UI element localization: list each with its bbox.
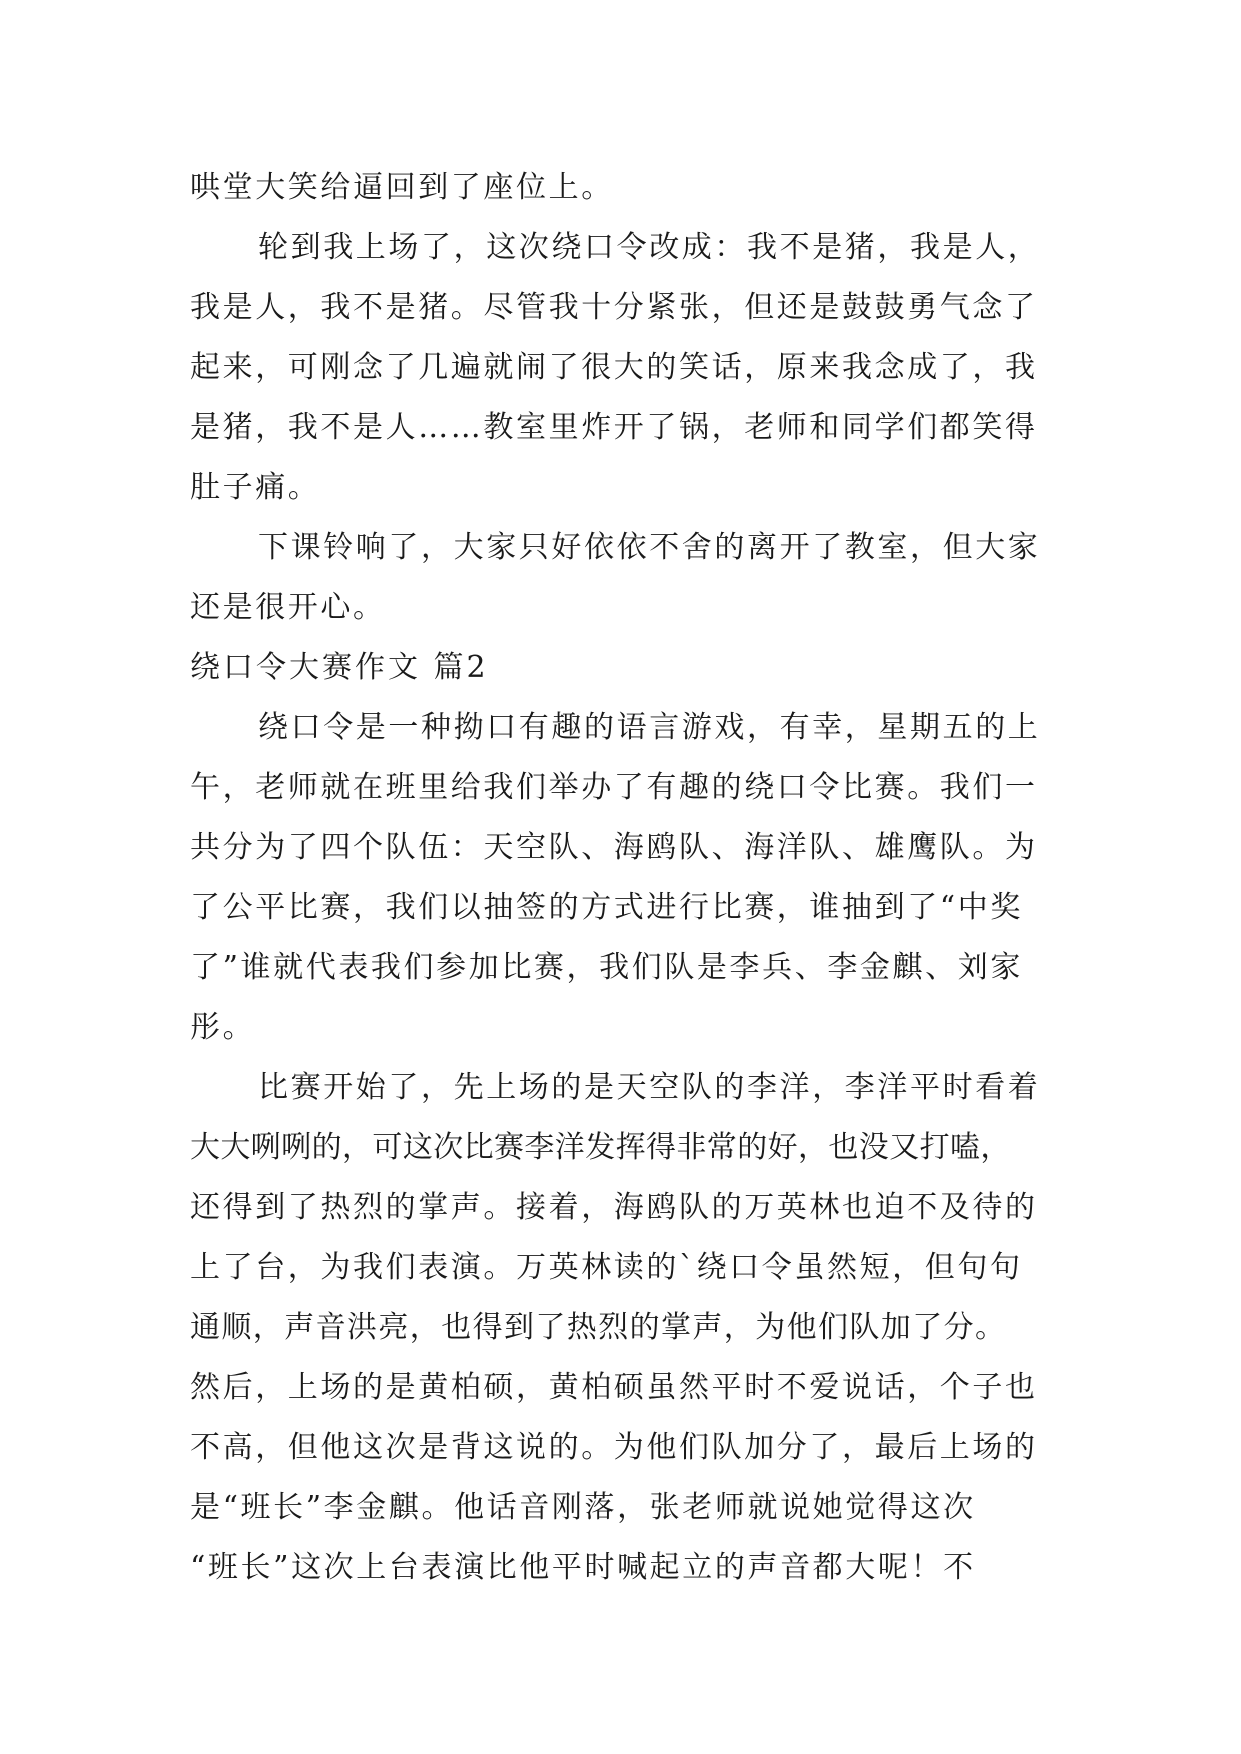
- text-line: 了公平比赛，我们以抽签的方式进行比赛，谁抽到了“中奖: [190, 890, 1023, 925]
- paragraph-start-line: 轮到我上场了，这次绕口令改成：我不是猪，我是人，: [258, 230, 1041, 265]
- paragraph-start-line: 绕口令是一种拗口有趣的语言游戏，有幸，星期五的上: [258, 710, 1041, 745]
- text-line: 彤。: [190, 1010, 256, 1045]
- document-page: [190, 158, 1050, 1598]
- text-line: 上了台，为我们表演。万英林读的`绕口令虽然短，但句句: [190, 1250, 1023, 1285]
- text-line: 是猪，我不是人……教室里炸开了锅，老师和同学们都笑得: [190, 410, 1038, 445]
- text-line: 大大咧咧的，可这次比赛李洋发挥得非常的好，也没又打嗑，: [190, 1130, 1011, 1165]
- text-line: 我是人，我不是猪。尽管我十分紧张，但还是鼓鼓勇气念了: [190, 290, 1038, 325]
- text-line: 不高，但他这次是背这说的。为他们队加分了，最后上场的: [190, 1430, 1038, 1465]
- paragraph-start-line: 下课铃响了，大家只好依依不舍的离开了教室，但大家: [258, 530, 1041, 565]
- text-line: 还得到了热烈的掌声。接着，海鸥队的万英林也迫不及待的: [190, 1190, 1038, 1225]
- text-line: 午，老师就在班里给我们举办了有趣的绕口令比赛。我们一: [190, 770, 1038, 805]
- section-heading: 绕口令大赛作文 篇2: [190, 650, 489, 685]
- text-line: 通顺，声音洪亮，也得到了热烈的掌声，为他们队加了分。: [190, 1310, 1007, 1345]
- text-line: 然后，上场的是黄柏硕，黄柏硕虽然平时不爱说话，个子也: [190, 1370, 1038, 1405]
- text-line: 了”谁就代表我们参加比赛，我们队是李兵、李金麒、刘家: [190, 950, 1023, 985]
- paragraph-start-line: 比赛开始了，先上场的是天空队的李洋，李洋平时看着: [258, 1070, 1041, 1105]
- text-line: 肚子痛。: [190, 470, 321, 505]
- text-line: 共分为了四个队伍：天空队、海鸥队、海洋队、雄鹰队。为: [190, 830, 1038, 865]
- text-line: 是“班长”李金麒。他话音刚落，张老师就说她觉得这次: [190, 1490, 976, 1525]
- text-line: “班长”这次上台表演比他平时喊起立的声音都大呢！不: [190, 1550, 976, 1585]
- text-line: 哄堂大笑给逼回到了座位上。: [190, 170, 614, 205]
- text-line: 还是很开心。: [190, 590, 386, 625]
- text-line: 起来，可刚念了几遍就闹了很大的笑话，原来我念成了，我: [190, 350, 1038, 385]
